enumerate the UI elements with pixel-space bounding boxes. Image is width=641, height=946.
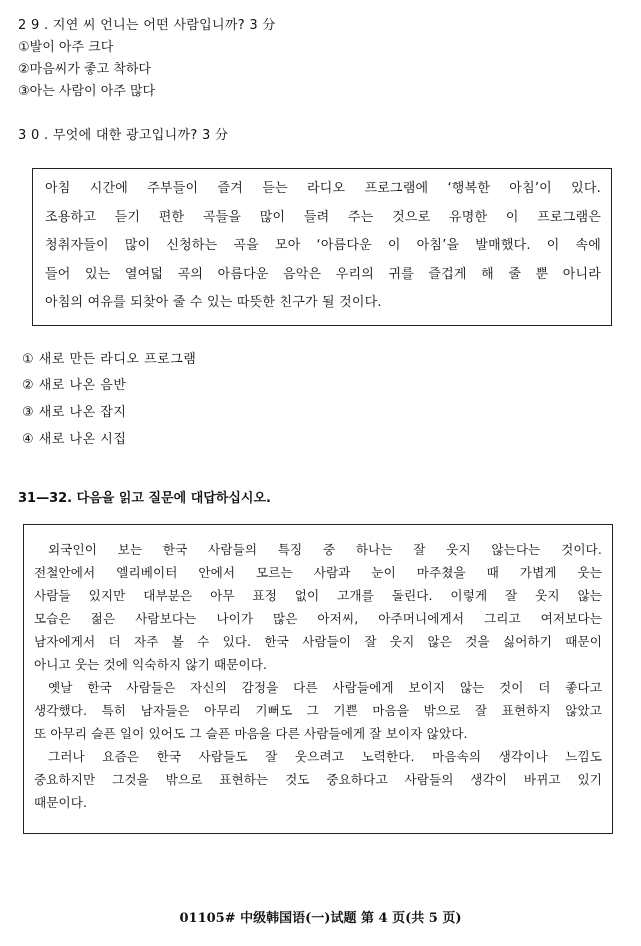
q31-passage-line: 생각했다. 특히 남자들은 아무리 기뻐도 그 기쁜 마음을 밖으로 잘 표현하지 않았고 <box>34 703 602 718</box>
q30-option-2: ② 새로 나온 음반 <box>22 378 127 393</box>
q30-passage-line: 들어 있는 열여덟 곡의 아름다운 음악은 우리의 귀를 즐겁게 해 줄 뿐 아니라 <box>45 266 601 282</box>
q29-option-2: ②마음씨가 좋고 착하다 <box>18 62 151 77</box>
q29-option-1: ①발이 아주 크다 <box>18 40 114 55</box>
q30-passage-box <box>32 168 612 326</box>
q31-passage-line: 사람들 있지만 대부분은 아무 표정 없이 고개를 돌린다. 이렇게 잘 웃지 않는 <box>34 588 602 603</box>
q30-passage-line: 청취자들이 많이 신청하는 곡을 모아 ‘아름다운 이 아침’을 발매했다. 이 속에 <box>45 238 601 253</box>
q30-option-1: ① 새로 만든 라디오 프로그램 <box>22 352 197 367</box>
q31-passage-line: 외국인이 보는 한국 사람들의 특징 중 하나는 잘 웃지 않는다는 것이다. <box>48 542 602 557</box>
q31-passage-line: 옛날 한국 사람들은 자신의 감정을 다른 사람들에게 보이지 않는 것이 더 좋다고 <box>48 680 602 695</box>
q30-passage-line: 아침의 여유를 되찾아 줄 수 있는 따뜻한 친구가 될 것이다. <box>45 295 382 310</box>
q31-passage-line: 남자에게서 더 자주 볼 수 있다. 한국 사람들이 잘 웃지 않은 것을 싫어하기 때문이 <box>34 634 602 649</box>
q31-passage-box <box>23 524 613 834</box>
page-footer: 01105# 中级韩国语(一)试题 第 4 页(共 5 页) <box>179 911 462 926</box>
q30-passage-line: 조용하고 듣기 편한 곡들을 많이 들려 주는 것으로 유명한 이 프로그램은 <box>45 209 601 225</box>
q30-passage-line: 아침 시간에 주부들이 즐겨 듣는 라디오 프로그램에 ‘행복한 아침’이 있다. <box>45 181 601 196</box>
q31-passage-line: 아니고 웃는 것에 익숙하지 않기 때문이다. <box>34 657 268 672</box>
question-31-32-instruction: 31—32. 다음을 읽고 질문에 대답하십시오. <box>18 491 271 506</box>
q31-passage-line: 중요하지만 그것을 밖으로 표현하는 것도 중요하다고 사람들의 생각이 바뀌고 있기 <box>34 772 602 787</box>
q31-passage-line: 또 아무리 슬픈 일이 있어도 그 슬픈 마음을 다른 사람들에게 잘 보이자 않았다. <box>34 726 468 741</box>
question-29: 2 9 . 지연 씨 언니는 어떤 사람입니까? 3 分 <box>18 18 276 33</box>
q31-passage-line: 때문이다. <box>34 795 88 810</box>
q30-option-3: ③ 새로 나온 잡지 <box>22 405 127 420</box>
q31-passage-line: 그러나 요즘은 한국 사람들도 잘 웃으려고 노력한다. 마음속의 생각이나 느낌도 <box>48 749 602 764</box>
q30-option-4: ④ 새로 나온 시집 <box>22 432 127 447</box>
q29-option-3: ③아는 사람이 아주 많다 <box>18 84 156 99</box>
q31-passage-line: 전철안에서 엘리베이터 안에서 모르는 사람과 눈이 마주쳤을 때 가볍게 웃는 <box>34 565 602 580</box>
question-30: 3 0 . 무엇에 대한 광고입니까? 3 分 <box>18 128 229 143</box>
q31-passage-line: 모습은 젊은 사람보다는 나이가 많은 아저씨, 아주머니에게서 그리고 여저보다는 <box>34 611 602 626</box>
